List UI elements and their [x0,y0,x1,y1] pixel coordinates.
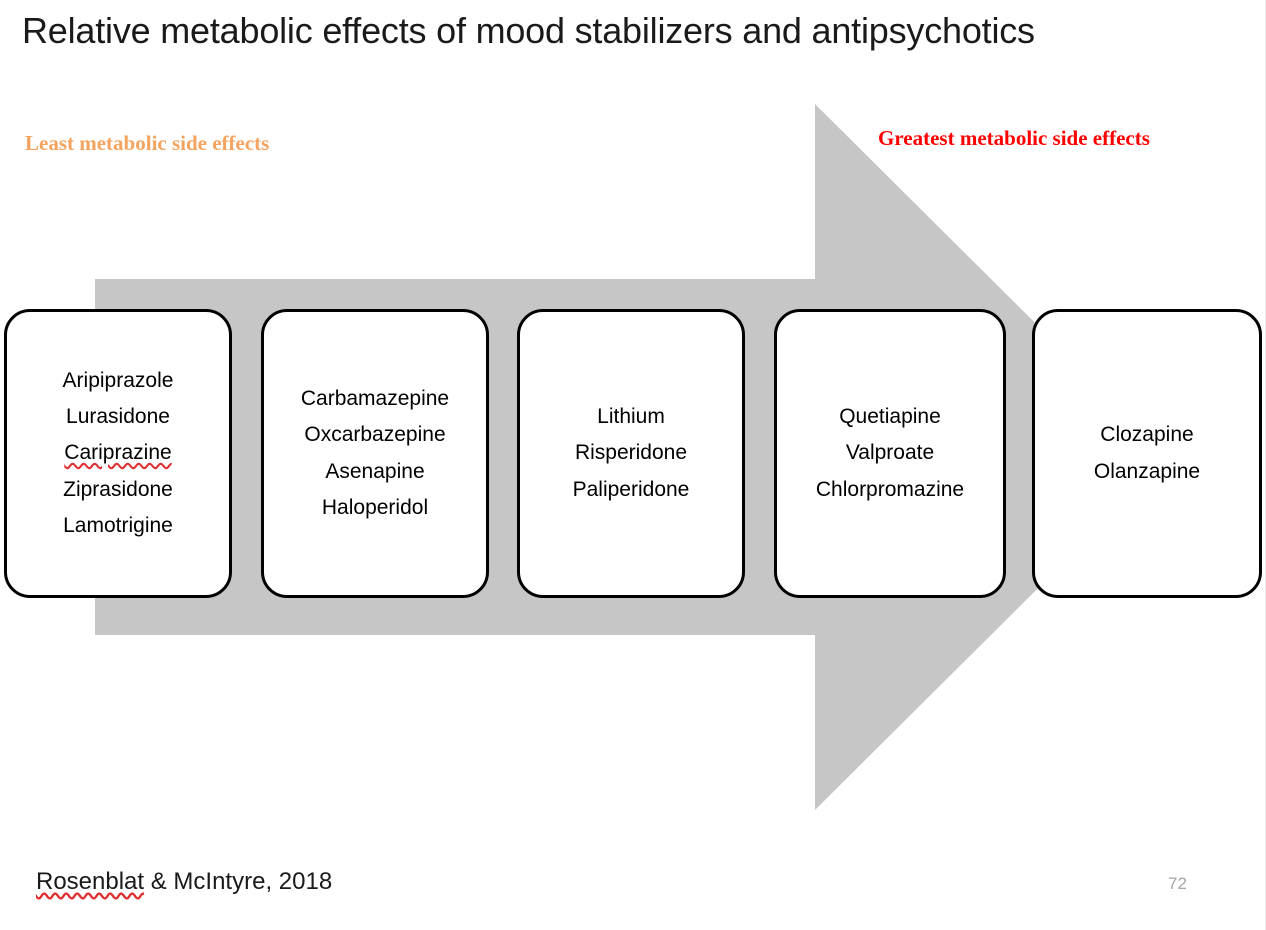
drug-label: Olanzapine [1093,459,1201,483]
drug-label: Valproate [845,441,935,465]
drug-label: Clozapine [1100,423,1194,447]
drug-box-group-1[interactable] [4,309,232,598]
least-side-effects-label: Least metabolic side effects [25,131,270,155]
drug-label: Oxcarbazepine [304,423,446,447]
page-number: 72 [1168,874,1187,893]
drug-label: Carbamazepine [300,386,450,410]
drug-label: Lurasidone [66,405,170,428]
greatest-side-effects-label: Greatest metabolic side effects [878,126,1150,150]
drug-box-group-4[interactable] [774,309,1006,598]
drug-label: Risperidone [574,441,688,465]
drug-label: Lamotrigine [63,513,173,537]
citation-rest: & McIntyre, 2018 [144,868,333,895]
drug-label: Aripiprazole [62,368,174,392]
drug-label: Chlorpromazine [815,477,965,501]
page-title: Relative metabolic effects of mood stabilizers and antipsychotics [22,10,1035,51]
drug-box-group-2[interactable] [261,309,489,598]
drug-label: Ziprasidone [63,477,173,501]
drug-box-group-5[interactable] [1032,309,1262,598]
citation-author: Rosenblat [36,868,145,895]
drug-label: Haloperidol [321,495,429,519]
drug-label: Paliperidone [572,477,690,501]
drug-label: Lithium [597,405,665,428]
drug-box-group-3[interactable] [517,309,745,598]
citation [36,868,332,896]
drug-label: Asenapine [325,459,425,483]
drug-label: Cariprazine [64,441,172,465]
drug-label: Quetiapine [839,405,941,428]
